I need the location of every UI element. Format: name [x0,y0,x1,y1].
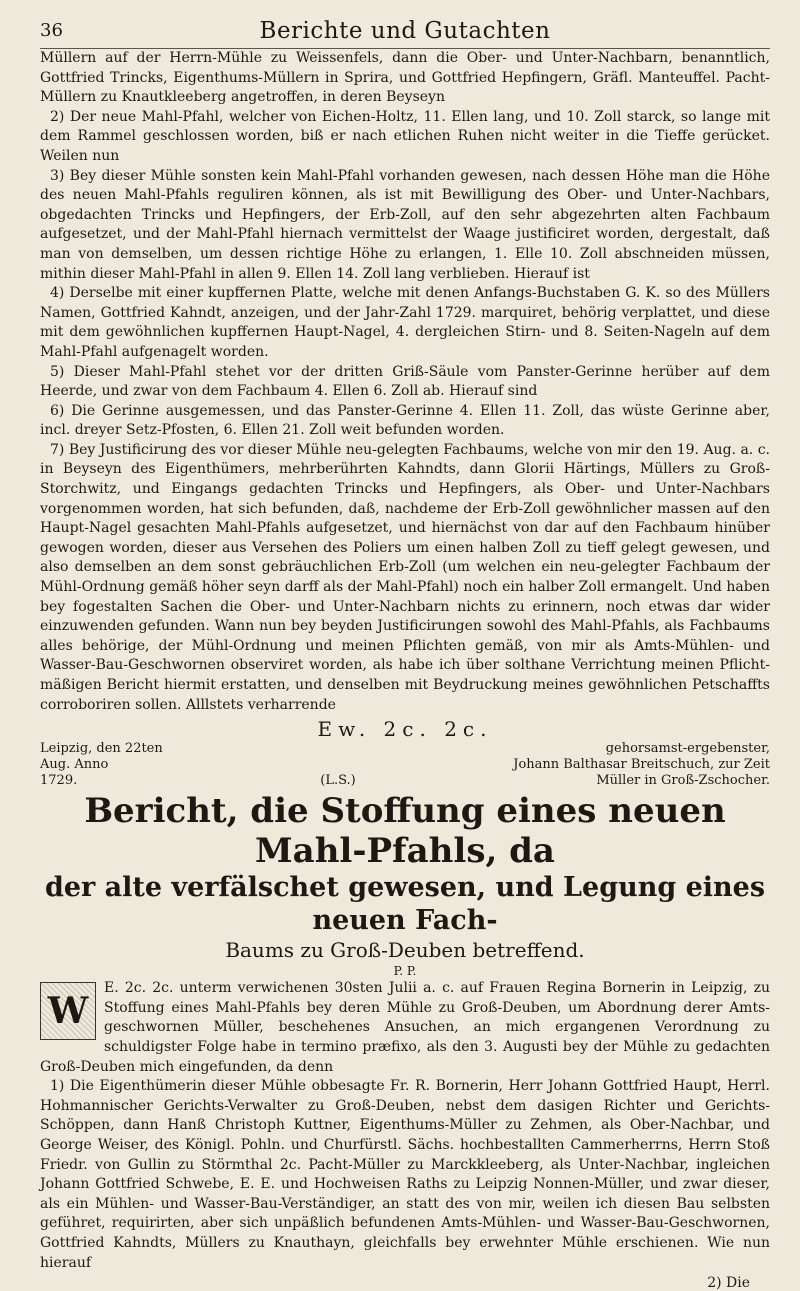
signer-office: Müller in Groß-Zschocher. [596,773,770,789]
paragraph: 2) Der neue Mahl-Pfahl, welcher von Eichen-Holtz, 11. Ellen lang, und 10. Zoll starck, so lange mit dem Rammel geschlossen worden, biß er nach etlichen Ruhen nicht weiter in die Tieffe gerücket. Weilen nun [40,108,770,164]
body-text-top [40,49,770,715]
running-title: Berichte und Gutachten [259,18,551,44]
month-year: Aug. Anno [40,757,109,773]
paragraph: 3) Bey dieser Mühle sonsten kein Mahl-Pfahl vorhanden gewesen, nach dessen Höhe man die Höhe des neuen Mahl-Pfahls reguliren können, als ist mit Bewilligung des Ober- und Unter-Nachbars, obgedachten Trincks und Hepfingers, der Erb-Zoll, auf den sehr abgezehrten alten Fachbaum aufgesetzet, und der Mahl-Pfahl hiernach vermittelst der Waage justificiret worden, dergestalt, daß man von demselben, um dessen richtige Höhe zu erlangen, 1. Elle 10. Zoll abschneiden müssen, mithin dieser Mahl-Pfahl in allen 9. Ellen 14. Zoll lang verblieben. Hierauf ist [40,167,770,282]
paragraph: E. 2c. 2c. unterm verwichenen 30sten Julii a. c. auf Frauen Regina Bornerin in Leipzig, zu Stoffung eines Mahl-Pfahls bey deren Mühle zu Groß-Deuben, um Abordnung derer Amts-geschwornen Müller, beschehenes Ansuchen, an mich ergangenen Verordnung zu schuldigster Folge habe in termino præfixo, als den 3. Augusti bey der Mühle zu gedachten Groß-Deuben mich eingefunden, da denn [40,980,770,1075]
paragraph: 7) Bey Justificirung des vor dieser Mühle neu-gelegten Fachbaums, welche von mir den 19. Aug. a. c. in Beyseyn des Eigenthümers, mehrberührten Kahndts, dann Glorii Härtings, Müllers zu Groß-Storchwitz, und Eingangs gedachten Trincks und Hepfingers, als Ober- und Unter-Nachbars vorgenommen worden, hat sich befunden, daß, nachdeme der Erb-Zoll gewöhnlicher massen auf den Haupt-Nagel gesachten Mahl-Pfahls aufgesetzet, und hiernächst von dar auf den Fachbaum hinüber gewogen worden, dieser aus Versehen des Poliers um einen halben Zoll zu tieff gelegt gewesen, und also demselben an dem sonst gebräuchlichen Erb-Zoll (um welchen ein neu-gelegter Fachbaum der Mühl-Ordnung gemäß höher seyn darff als der Mahl-Pfahl) noch ein halber Zoll ermangelt. Und haben bey fogestalten Sachen die Ober- und Unter-Nachbarn nichts zu erinnern, noch etwas dar wider einzuwenden gefunden. Wann nun bey beyden Justificirungen sowohl des Mahl-Pfahls, als Fachbaums alles behörige, der Mühl-Ordnung und meinen Pflichten gemäß, von mir als Amts-Mühlen- und Wasser-Bau-Geschwornen observiret worden, als habe ich über solthane Verrichtung meinen Pflicht-mäßigen Bericht hiermit erstatten, und denselben mit Beydruckung meines gewöhnlichen Petschaffts corroboriren sollen. Alllstets verharrende [40,441,770,713]
signer-name: Johann Balthasar Breitschuch, zur Zeit [513,757,770,773]
drop-cap: W [40,982,96,1040]
signature-name [513,741,770,789]
body-text-bottom [40,979,770,1273]
paragraph: 5) Dieser Mahl-Pfahl stehet vor der dritten Griß-Säule vom Panster-Gerinne herüber auf dem Heerde, und zwar von dem Fachbaum 4. Ellen 6. Zoll ab. Hierauf sind [40,363,770,400]
salutation: P. P. [393,964,417,979]
signature-block [40,741,770,789]
place-date: Leipzig, den 22ten [40,741,163,757]
paragraph: 1) Die Eigenthümerin dieser Mühle obbesagte Fr. R. Bornerin, Herr Johann Gottfried Haupt, Herrl. Hohmannischer Gerichts-Verwalter zu Groß-Deuben, nebst dem dasigen Richter und Gerichts-Schöppen, dann Hanß Christoph Kuttner, Eigenthums-Müller zu Zehmen, als Ober-Nachbar, und George Weiser, des Königl. Pohln. und Churfürstl. Sächs. hochbestallten Cammerherrns, Herrn Stoß Friedr. von Gullin zu Störmthal 2c. Pacht-Müller zu Marckkleeberg, als Unter-Nachbar, ingleichen Johann Gottfried Schwebe, E. E. und Hochweisen Raths zu Leipzig Nonnen-Müller, und zwar dieser, als ein Mühlen- und Wasser-Bau-Verständiger, an statt des von mir, weilen ich diesen Bau selbsten geführet, requirirten, aber sich unpäßlich befundenen Amts-Mühlen- und Wasser-Bau-Geschwornen, Gottfried Kahndts, Müllers zu Knauthayn, gleichfalls bey erwehnter Mühle erschienen. Wie nun hierauf [40,1078,770,1271]
section-title-line1: Bericht, die Stoffung eines neuen Mahl-Pfahls, da [84,791,726,872]
paragraph: 6) Die Gerinne ausgemessen, und das Panster-Gerinne 4. Ellen 11. Zoll, das wüste Gerinne aber, incl. dreyer Setz-Pfosten, 6. Ellen 21. Zoll weit befunden worden. [40,402,770,439]
catchword: 2) Die [707,1275,750,1291]
section-title-line3: Baums zu Groß-Deuben betreffend. [225,938,585,963]
page-number: 36 [40,20,63,41]
paragraph: Müllern auf der Herrn-Mühle zu Weissenfels, dann die Ober- und Unter-Nachbarn, benanntlich, Gottfried Trincks, Eigenthums-Müllern in Sprira, und Gottfried Hepfingern, Gräfl. Manteuffel. Pacht-Müllern zu Knautkleeberg angetroffen, in deren Beyseyn [40,50,770,106]
section-title [40,791,770,963]
section-title-line2: der alte verfälschet gewesen, und Legung eines neuen Fach- [44,872,766,937]
year: 1729. [40,773,78,789]
closing-formula: Ew. 2c. 2c. [317,717,493,742]
seal-mark: (L.S.) [320,773,356,789]
page-header [40,18,770,49]
signature-date [40,741,163,789]
paragraph: 4) Derselbe mit einer kupffernen Platte, welche mit denen Anfangs-Buchstaben G. K. so des Müllers Namen, Gottfried Kahndt, anzeigen, und der Jahr-Zahl 1729. marquiret, behörig verplattet, und diese mit dem gewöhnlichen kupffernen Haupt-Nagel, 4. dergleichen Stirn- und 8. Seiten-Nageln auf dem Mahl-Pfahl aufgenagelt worden. [40,285,770,360]
subscription: gehorsamst-ergebenster, [605,741,770,757]
